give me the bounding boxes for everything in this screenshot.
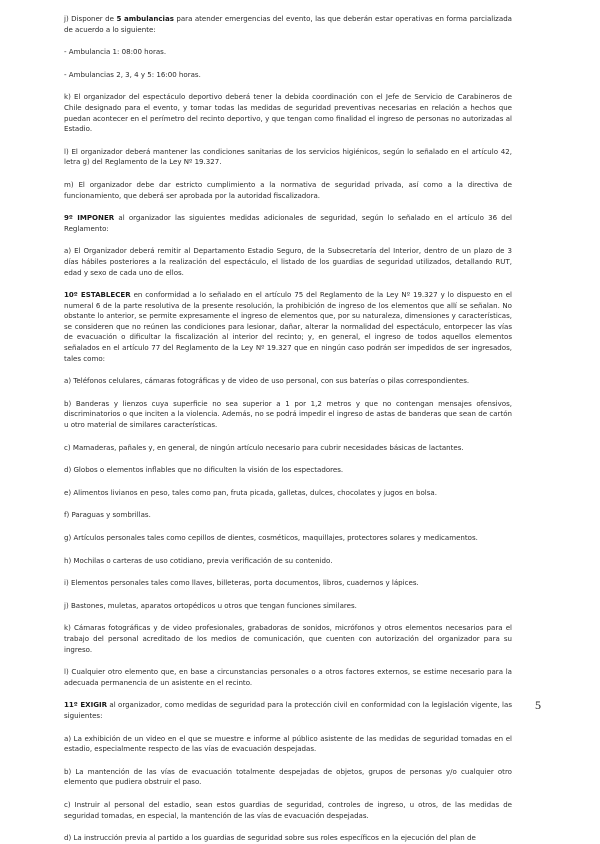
section-10-item: l) Cualquier otro elemento que, en base a circunstancias personales o a otros factores externos, se estime necesario para la adecuada permanencia de un asistente en el recinto.	[64, 667, 512, 687]
item-k: k) El organizador del espectáculo deportivo deberá tener la debida coordinación con el Jefe de Servicio de Carabineros de Chile designado para el evento, y tomar todas las medidas de seguridad preventivas necesarias en relación a hechos que puedan acontecer en el perímetro del recinto deportivo, y que tengan como finalidad el ingreso de personas no autorizadas al Estadio.	[64, 92, 512, 134]
section-9-item-a: a) El Organizador deberá remitir al Departamento Estadio Seguro, de la Subsecretaría del Interior, dentro de un plazo de 3 días hábiles posteriores a la realización del espectáculo, el listado de los guardias de seguridad utilizados, detallando RUT, edad y sexo de cada uno de ellos.	[64, 246, 512, 277]
section-10-item: b) Banderas y lienzos cuya superficie no sea superior a 1 por 1,2 metros y que no contengan mensajes ofensivos, discriminatorios o que inciten a la violencia. Además, no se podrá impedir el ingreso de astas de banderas que sean de cartón u otro material de similares características.	[64, 398, 512, 430]
section-10-heading: 10º ESTABLECER en conformidad a lo señalado en el artículo 75 del Reglamento de la Ley Nº 19.327 y lo dispuesto en el numeral 6 de la parte resolutiva de la presente resolución, la prohibición de ingreso de los elementos que allí se señalan. No obstante lo anterior, se permite expresamente el ingreso de elementos que, por su naturaleza, dimensiones y características, se consideren que no reúnen las condiciones para lesionar, dañar, alterar la normalidad del espectáculo, entorpecer las vías de evacuación o dificultar la fiscalización al interior del recinto; y, en general, el ingreso de todos aquellos elementos señalados en el artículo 77 del Reglamento de la Ley Nº 19.327 que en ningún caso podrán ser impedidos de ser ingresados, tales como:	[64, 290, 512, 363]
section-10-item: a) Teléfonos celulares, cámaras fotográficas y de video de uso personal, con sus baterías o pilas correspondientes.	[64, 376, 470, 386]
section-10-item: f) Paraguas y sombrillas.	[64, 510, 151, 520]
item-l: l) El organizador deberá mantener las condiciones sanitarias de los servicios higiénicos, según lo señalado en el artículo 42, letra g) del Reglamento de la Ley Nº 19.327.	[64, 146, 512, 167]
page-number: 5	[535, 698, 541, 712]
section-10-item: e) Alimentos livianos en peso, tales como pan, fruta picada, galletas, dulces, chocolates y jugos en bolsa.	[64, 487, 437, 497]
section-10-item: k) Cámaras fotográficas y de video profesionales, grabadoras de sonidos, micrófonos y otros elementos necesarios para el trabajo del personal acreditado de los medios de comunicación, que cuenten con autorización del organizador para su ingreso.	[64, 623, 512, 654]
section-11-item: c) Instruir al personal del estadio, sean estos guardias de seguridad, controles de ingreso, u otros, de las medidas de seguridad tomadas, en especial, la mantención de las vías de evacuación despejadas.	[64, 799, 512, 820]
section-11-item: d) La instrucción previa al partido a los guardias de seguridad sobre sus roles específicos en la ejecución del plan de	[64, 833, 476, 843]
section-10-item: c) Mamaderas, pañales y, en general, de ningún artículo necesario para cubrir necesidades básicas de lactantes.	[64, 442, 464, 452]
ambulance-count: 5 ambulancias	[116, 14, 174, 23]
item-j: j) Disponer de 5 ambulancias para atender emergencias del evento, las que deberán estar operativas en forma parcializada de acuerdo a lo siguiente:	[64, 14, 512, 34]
section-10-item: d) Globos o elementos inflables que no dificulten la visión de los espectadores.	[64, 465, 344, 475]
section-10-item: i) Elementos personales tales como llaves, billeteras, porta documentos, libros, cuadernos y lápices.	[64, 578, 419, 588]
section-11-item: b) La mantención de las vías de evacuación totalmente despejadas de objetos, grupos de personas y/o cualquier otro elemento que pudiera obstruir el paso.	[64, 766, 512, 787]
section-10-item: j) Bastones, muletas, aparatos ortopédicos u otros que tengan funciones similares.	[64, 600, 357, 610]
section-11-item: a) La exhibición de un video en el que se muestre e informe al público asistente de las medidas de seguridad tomadas en el estadio, especialmente respecto de las vías de evacuación despejadas.	[64, 733, 512, 754]
section-11-heading: 11º EXIGIR al organizador, como medidas de seguridad para la protección civil en conformidad con la legislación vigente, las siguientes:	[64, 700, 512, 720]
ambulance-2-5-schedule: - Ambulancias 2, 3, 4 y 5: 16:00 horas.	[64, 69, 201, 79]
section-9-heading: 9º IMPONER al organizador las siguientes medidas adicionales de seguridad, según lo señalado en el artículo 36 del Reglamento:	[64, 213, 513, 233]
section-10-item: g) Artículos personales tales como cepillos de dientes, cosméticos, maquillajes, protectores solares y medicamentos.	[64, 533, 478, 542]
ambulance-1-schedule: - Ambulancia 1: 08:00 horas.	[64, 47, 167, 57]
item-m: m) El organizador debe dar estricto cumplimiento a la normativa de seguridad privada, así como a la directiva de funcionamiento, que deberá ser aprobada por la autoridad fiscalizadora.	[64, 179, 512, 200]
section-10-item: h) Mochilas o carteras de uso cotidiano, previa verificación de su contenido.	[64, 555, 333, 565]
